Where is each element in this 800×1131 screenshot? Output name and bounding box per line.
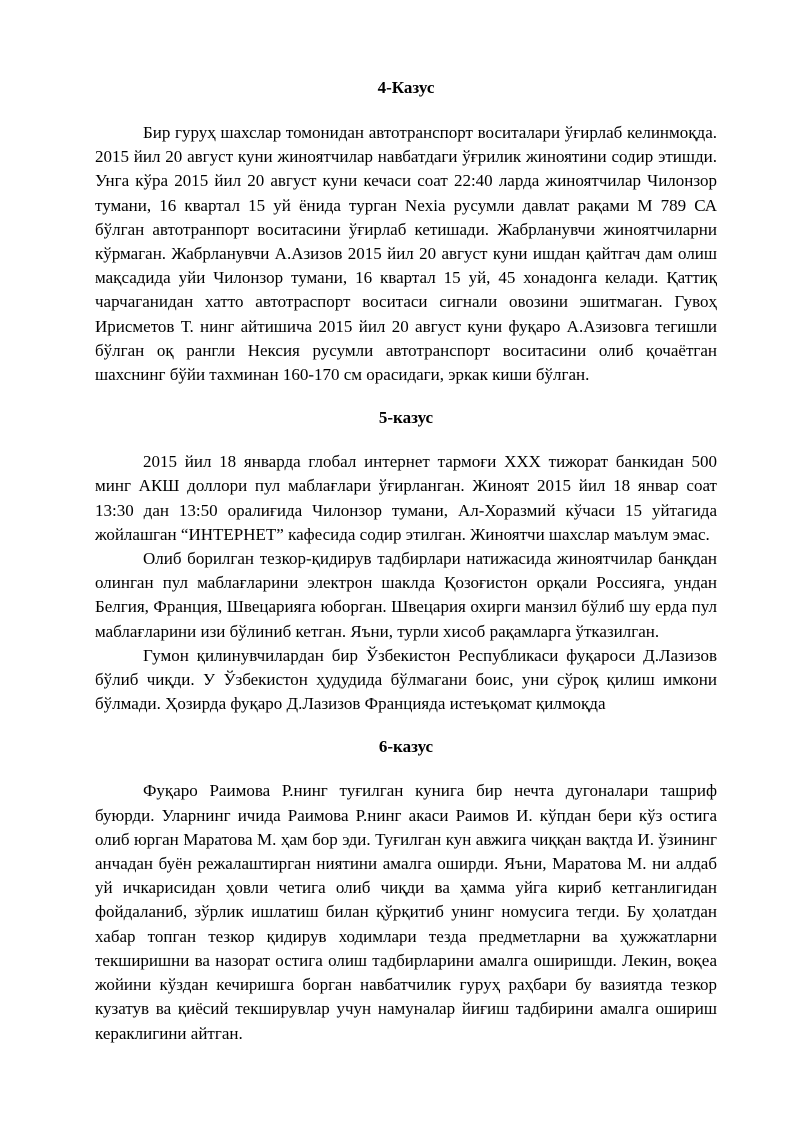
case-5-paragraph-2: Олиб борилган тезкор-қидирув тадбирлари натижасида жиноятчилар банқдан олинган пул маблағларини электрон шаклда Қозоғистон орқали Россияга, ундан Белгия, Франция, Швецарияга юборган. Швецария охирги манзил бўлиб шу ерда пул маблағларини изи бўлиниб кетган. Яъни, турли хисоб рақамларга ўтказилган. bbox=[95, 549, 717, 641]
case-5-heading: 5-казус bbox=[378, 408, 434, 428]
case-5-paragraph-3: Гумон қилинувчилардан бир Ўзбекистон Республикаси фуқароси Д.Лазизов бўлиб чиқди. У Ўзбекистон ҳудудида бўлмагани боис, уни сўроқ қилиш имкони бўлмади. Ҳозирда фуқаро Д.Лазизов Францияда истеъқомат қилмоқда bbox=[95, 645, 717, 714]
case-4-heading: 4-Казус bbox=[377, 78, 435, 97]
case-5-paragraph-1: 2015 йил 18 январда глобал интернет тармоғи ХХХ тижорат банкидан 500 минг АКШ доллори пул маблағлари ўғирланган. Жиноят 2015 йил 18 январ соат 13:30 дан 13:50 оралиғида Чилонзор тумани, Ал-Хоразмий кўчаси 15 уйтагида жойлашган “ИНТЕРНЕТ” кафесида содир этилган. Жиноятчи шахслар маълум эмас. bbox=[95, 452, 717, 544]
case-6-paragraph: Фуқаро Раимова Р.нинг туғилган кунига бир нечта дугоналари ташриф буюрди. Уларнинг ичида Раимова Р.нинг акаси Раимов И. кўпдан бери кўз остига олиб юрган Маратова М. ҳам бор эди. Туғилган кун авжига чиққан вақтда И. ўзининг анчадан буён режалаштирган ниятини амалга оширди. Яъни, Маратова М. ни алдаб уй ичкарисидан ҳовли четига олиб чиқди ва ҳамма уйга кириб кетганлигидан фойдаланиб, зўрлик ишлатиш билан қўрқитиб унинг номусига тегди. Бу ҳолатдан хабар топган тезкор қидирув ходимлари тезда предметларни ва ҳужжатларни текширишни ва назорат остига олиш тадбирларини амалга оширишди. Лекин, воқеа жойини кўздан кечиришга борган навбатчилик гуруҳ раҳбари бу вазиятда тезкор кузатув ва қиёсий текширувлар учун намуналар йиғиш тадбирини амалга ошириш кераклигини айтган. bbox=[95, 781, 717, 1043]
case-6-heading: 6-казус bbox=[378, 737, 434, 757]
case-4-paragraph: Бир гуруҳ шахслар томонидан автотранспорт воситалари ўғирлаб келинмоқда. 2015 йил 20 август куни жиноятчилар навбатдаги ўғрилик жиноятини содир этишди. Унга кўра 2015 йил 20 август куни кечаси соат 22:40 ларда жиноятчилар Чилонзор тумани, 16 квартал 15 уй ёнида турган Nexia русумли давлат рақами М 789 СА бўлган автотранпорт воситасини ўғирлаб кетишади. Жабрланувчи жиноятчиларни кўрмаган. Жабрланувчи А.Азизов 2015 йил 20 август куни ишдан қайтгач дам олиш мақсадида уйи Чилонзор тумани, 16 квартал 15 уй, 45 хонадонга келади. Қаттиқ чарчаганидан хатто автотраспорт воситаси сигнали овозини эшитмаган. Гувоҳ Ирисметов Т. нинг айтишича 2015 йил 20 август куни фуқаро А.Азизовга тегишли бўлган оқ рангли Нексия русумли автотранспорт воситасини олиб қочаётган шахснинг бўйи тахминан 160-170 см орасидаги, эркак киши бўлган. bbox=[95, 123, 717, 385]
